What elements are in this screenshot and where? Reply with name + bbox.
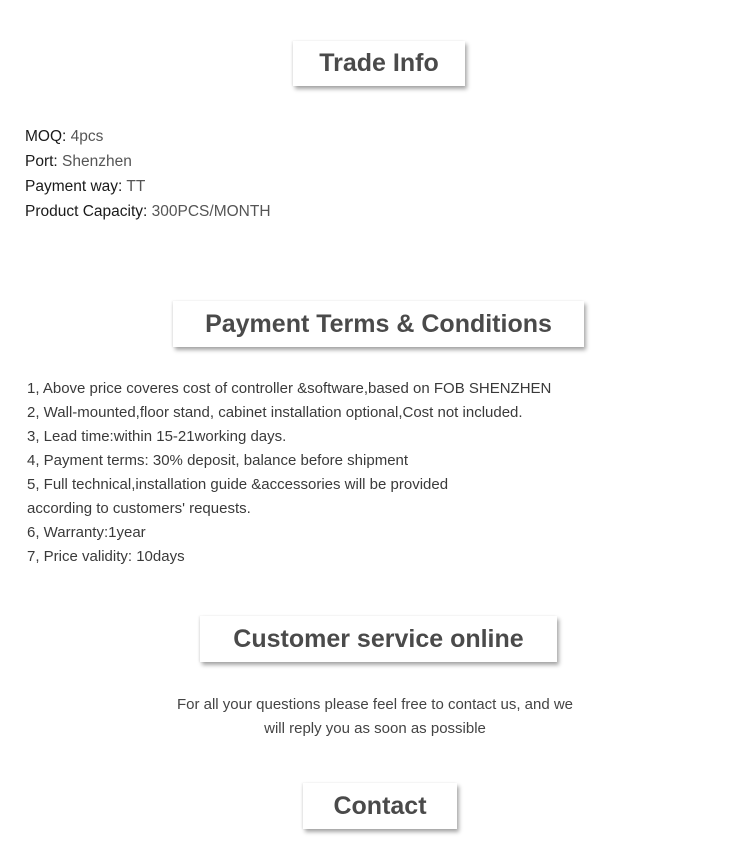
trade-info-row-capacity (25, 199, 271, 224)
moq-label: MOQ: (25, 128, 67, 145)
capacity-label: Product Capacity: (25, 203, 148, 220)
trade-info-row-payment-way (25, 174, 271, 199)
payment-way-label: Payment way: (25, 178, 123, 195)
moq-value: 4pcs (66, 128, 104, 145)
payment-terms-heading: Payment Terms & Conditions (173, 301, 584, 347)
payment-way-value: TT (122, 178, 146, 195)
terms-line: 7, Price validity: 10days (27, 548, 185, 565)
trade-info-row-port (25, 149, 271, 174)
service-line: will reply you as soon as possible (264, 720, 486, 737)
trade-info-heading: Trade Info (293, 41, 465, 86)
terms-line: 4, Payment terms: 30% deposit, balance before shipment (27, 452, 409, 469)
service-line: For all your questions please feel free to contact us, and we (176, 696, 574, 713)
terms-line: 1, Above price coveres cost of controller &software,based on FOB SHENZHEN (27, 380, 552, 397)
customer-service-heading: Customer service online (200, 616, 557, 662)
trade-info-row-moq (25, 124, 271, 149)
terms-line: 2, Wall-mounted,floor stand, cabinet installation optional,Cost not included. (27, 404, 523, 421)
customer-service-text (0, 693, 750, 741)
payment-terms-list (27, 377, 551, 569)
port-value: Shenzhen (57, 153, 132, 170)
capacity-value: 300PCS/MONTH (147, 203, 271, 220)
terms-line: 6, Warranty:1year (27, 524, 146, 541)
terms-line: according to customers' requests. (27, 500, 251, 517)
terms-line: 5, Full technical,installation guide &accessories will be provided (27, 476, 449, 493)
contact-heading: Contact (303, 783, 457, 829)
terms-line: 3, Lead time:within 15-21working days. (27, 428, 287, 445)
trade-info-list (25, 124, 271, 224)
port-label: Port: (25, 153, 58, 170)
